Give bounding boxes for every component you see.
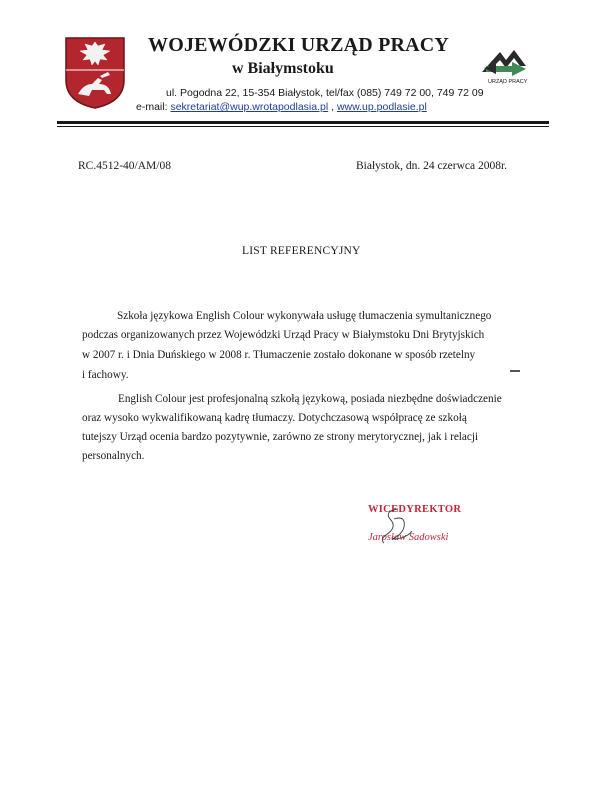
paragraph2-line: tutejszy Urząd ocenia bardzo pozytywnie, zarówno ze strony merytorycznej, jak i relacji	[82, 431, 479, 443]
paragraph2-line: English Colour jest profesjonalną szkołą językową, posiada niezbędne doświadczenie	[118, 393, 502, 405]
coat-of-arms-icon	[64, 36, 126, 110]
paragraph1-line: i fachowy.	[82, 369, 129, 381]
header-divider-thin	[57, 126, 549, 127]
paragraph1-line: Szkoła językowa English Colour wykonywała usługę tłumaczenia symultanicznego	[117, 310, 492, 322]
organization-contact	[136, 101, 427, 113]
email-prefix: e-mail:	[136, 101, 171, 113]
logo-caption: URZĄD PRACY	[488, 79, 528, 85]
contact-separator: ,	[328, 101, 337, 113]
handwritten-signature-icon	[376, 505, 416, 549]
scan-speck	[510, 370, 520, 372]
paragraph2-line: oraz wysoko wykwalifikowaną kadrę tłumaczy. Dotychczasową współpracę ze szkołą	[82, 412, 467, 424]
signatory-title: WICEDYREKTOR	[368, 504, 462, 515]
website-link[interactable]: www.up.podlasie.pl	[336, 101, 427, 113]
organization-name: WOJEWÓDZKI URZĄD PRACY	[148, 34, 450, 56]
organization-address: ul. Pogodna 22, 15-354 Białystok, tel/fax (085) 749 72 00, 749 72 09	[166, 87, 484, 99]
organization-city: w Białymstoku	[232, 60, 334, 77]
place-and-date: Białystok, dn. 24 czerwca 2008r.	[356, 160, 508, 172]
signatory-name: Jarosław Sadowski	[368, 532, 449, 543]
email-link[interactable]: sekretariat@wup.wrotapodlasia.pl	[170, 101, 329, 113]
paragraph1-line: w 2007 r. i Dnia Duńskiego w 2008 r. Tłumaczenie zostało dokonane w sposób rzetelny	[82, 349, 476, 361]
paragraph1-line: podczas organizowanych przez Wojewódzki Urząd Pracy w Białymstoku Dni Brytyjskich	[82, 329, 485, 341]
reference-number: RC.4512-40/AM/08	[78, 160, 171, 172]
header-divider	[57, 121, 549, 124]
paragraph2-line: personalnych.	[82, 450, 145, 462]
letter-title: LIST REFERENCYJNY	[242, 245, 361, 257]
